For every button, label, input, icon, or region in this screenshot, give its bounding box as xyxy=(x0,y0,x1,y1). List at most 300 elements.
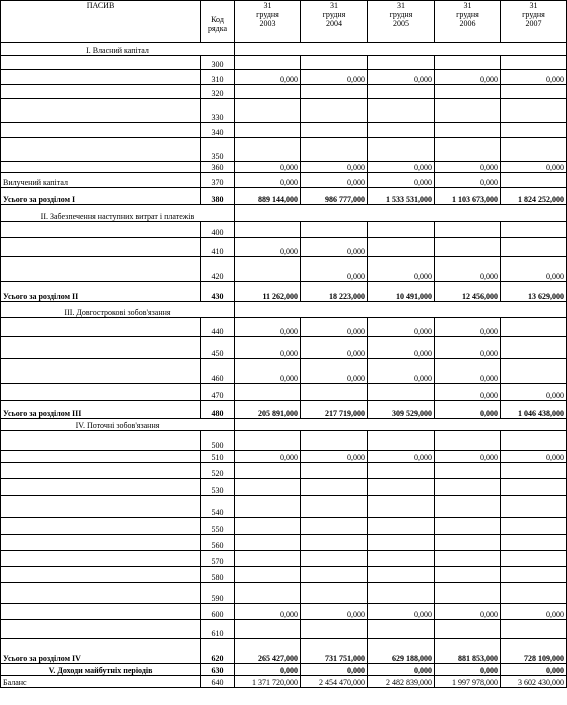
value-cell: 0,000 xyxy=(368,337,435,359)
value-cell: 0,000 xyxy=(235,238,301,257)
row-code: 640 xyxy=(201,676,235,688)
value-cell: 0,000 xyxy=(435,318,501,337)
header-date-day: 31 xyxy=(529,1,538,10)
value-cell xyxy=(435,85,501,99)
header-date-year: 2007 xyxy=(525,19,542,28)
value-cell xyxy=(235,384,301,401)
value-cell: 0,000 xyxy=(501,664,567,676)
table-row xyxy=(1,518,567,535)
section-title: ІІІ. Довгострокові зобов'язання xyxy=(1,302,235,318)
value-cell: 0,000 xyxy=(435,401,501,419)
value-cell: 1 371 720,000 xyxy=(235,676,301,688)
row-label xyxy=(1,85,201,99)
value-cell xyxy=(435,567,501,583)
value-cell xyxy=(301,123,368,138)
row-label xyxy=(1,535,201,551)
header-row xyxy=(1,1,567,43)
value-cell: 881 853,000 xyxy=(435,639,501,664)
value-cell: 12 456,000 xyxy=(435,282,501,302)
row-code: 370 xyxy=(201,173,235,188)
row-label: Вилучений капітал xyxy=(1,173,201,188)
value-cell: 0,000 xyxy=(235,173,301,188)
value-cell: 0,000 xyxy=(368,257,435,282)
table-row xyxy=(1,431,567,451)
value-cell xyxy=(235,99,301,123)
row-label xyxy=(1,479,201,496)
value-cell: 731 751,000 xyxy=(301,639,368,664)
section-title: IV. Поточні зобов'язання xyxy=(1,419,235,431)
value-cell xyxy=(435,583,501,604)
section-1-blank xyxy=(235,43,567,56)
value-cell xyxy=(435,620,501,639)
header-date-year: 2005 xyxy=(393,19,409,28)
section-blank xyxy=(235,205,567,222)
header-date-2005 xyxy=(368,1,435,43)
value-cell xyxy=(301,496,368,518)
row-label: V. Доходи майбутніх періодів xyxy=(1,664,201,676)
value-cell xyxy=(301,583,368,604)
row-code: 530 xyxy=(201,479,235,496)
value-cell: 0,000 xyxy=(368,664,435,676)
value-cell xyxy=(368,123,435,138)
value-cell xyxy=(435,518,501,535)
value-cell xyxy=(235,567,301,583)
value-cell xyxy=(368,138,435,162)
value-cell: 1 533 531,000 xyxy=(368,188,435,205)
row-code: 570 xyxy=(201,551,235,567)
value-cell: 0,000 xyxy=(301,451,368,463)
table-row xyxy=(1,99,567,123)
header-date-year: 2003 xyxy=(259,19,276,28)
value-cell xyxy=(501,56,567,70)
value-cell xyxy=(301,85,368,99)
value-cell xyxy=(235,463,301,479)
value-cell xyxy=(235,479,301,496)
value-cell: 1 046 438,000 xyxy=(501,401,567,419)
row-label: Усього за розділом ІІІ xyxy=(1,401,201,419)
value-cell xyxy=(435,56,501,70)
row-code: 310 xyxy=(201,70,235,85)
value-cell: 1 103 673,000 xyxy=(435,188,501,205)
row-code: 600 xyxy=(201,604,235,620)
row-code: 300 xyxy=(201,56,235,70)
header-date-day: 31 xyxy=(397,1,405,10)
value-cell xyxy=(501,138,567,162)
value-cell xyxy=(501,535,567,551)
row-label xyxy=(1,463,201,479)
value-cell: 0,000 xyxy=(501,384,567,401)
value-cell xyxy=(301,431,368,451)
value-cell xyxy=(435,99,501,123)
table-row xyxy=(1,238,567,257)
value-cell xyxy=(368,384,435,401)
table-row xyxy=(1,676,567,688)
value-cell: 217 719,000 xyxy=(301,401,368,419)
header-date-day: 31 xyxy=(463,1,472,10)
header-code-line-1: Код xyxy=(211,15,224,24)
row-code: 400 xyxy=(201,222,235,238)
value-cell xyxy=(235,431,301,451)
row-code: 460 xyxy=(201,359,235,384)
value-cell xyxy=(501,238,567,257)
row-label xyxy=(1,318,201,337)
value-cell: 2 482 839,000 xyxy=(368,676,435,688)
value-cell: 0,000 xyxy=(435,162,501,173)
row-label xyxy=(1,337,201,359)
value-cell: 0,000 xyxy=(235,604,301,620)
table-row xyxy=(1,162,567,173)
value-cell: 0,000 xyxy=(301,664,368,676)
value-cell: 0,000 xyxy=(368,162,435,173)
row-label xyxy=(1,518,201,535)
table-row xyxy=(1,567,567,583)
row-code: 510 xyxy=(201,451,235,463)
value-cell xyxy=(501,431,567,451)
row-label xyxy=(1,257,201,282)
row-code: 330 xyxy=(201,99,235,123)
value-cell: 0,000 xyxy=(301,70,368,85)
header-date-year: 2004 xyxy=(326,19,342,28)
row-code: 470 xyxy=(201,384,235,401)
header-date-day: 31 xyxy=(330,1,338,10)
value-cell xyxy=(301,620,368,639)
row-label: Усього за розділом IV xyxy=(1,639,201,664)
row-label xyxy=(1,620,201,639)
value-cell xyxy=(368,238,435,257)
header-date-2006 xyxy=(435,1,501,43)
value-cell xyxy=(435,238,501,257)
section-blank xyxy=(235,302,567,318)
value-cell xyxy=(235,583,301,604)
table-row xyxy=(1,173,567,188)
value-cell xyxy=(501,496,567,518)
row-code: 610 xyxy=(201,620,235,639)
value-cell xyxy=(501,85,567,99)
value-cell xyxy=(501,222,567,238)
value-cell: 0,000 xyxy=(435,257,501,282)
value-cell xyxy=(368,518,435,535)
header-date-month: грудня xyxy=(456,10,479,19)
value-cell: 0,000 xyxy=(301,238,368,257)
section-title: ІІ. Забезпечення наступних витрат і платежів xyxy=(1,205,235,222)
value-cell xyxy=(435,479,501,496)
value-cell: 0,000 xyxy=(235,70,301,85)
value-cell xyxy=(301,463,368,479)
value-cell: 0,000 xyxy=(301,604,368,620)
value-cell xyxy=(301,56,368,70)
value-cell xyxy=(235,222,301,238)
value-cell xyxy=(301,535,368,551)
value-cell xyxy=(501,583,567,604)
header-date-2007 xyxy=(501,1,567,43)
value-cell: 11 262,000 xyxy=(235,282,301,302)
section-blank xyxy=(235,419,567,431)
header-date-2003 xyxy=(235,1,301,43)
row-code: 380 xyxy=(201,188,235,205)
value-cell: 889 144,000 xyxy=(235,188,301,205)
value-cell: 0,000 xyxy=(235,162,301,173)
value-cell: 0,000 xyxy=(435,337,501,359)
total-row xyxy=(1,664,567,676)
value-cell: 0,000 xyxy=(435,359,501,384)
value-cell: 265 427,000 xyxy=(235,639,301,664)
section-row xyxy=(1,419,567,431)
row-code: 590 xyxy=(201,583,235,604)
value-cell xyxy=(235,551,301,567)
row-code: 410 xyxy=(201,238,235,257)
value-cell: 0,000 xyxy=(301,337,368,359)
value-cell: 728 109,000 xyxy=(501,639,567,664)
value-cell: 0,000 xyxy=(435,604,501,620)
value-cell xyxy=(501,463,567,479)
value-cell xyxy=(501,518,567,535)
table-row xyxy=(1,463,567,479)
value-cell xyxy=(301,567,368,583)
table-row xyxy=(1,535,567,551)
value-cell xyxy=(235,257,301,282)
value-cell xyxy=(235,620,301,639)
header-code-line-2: рядка xyxy=(207,24,228,33)
value-cell: 0,000 xyxy=(235,664,301,676)
value-cell: 0,000 xyxy=(368,173,435,188)
row-label xyxy=(1,604,201,620)
value-cell xyxy=(368,551,435,567)
row-label xyxy=(1,567,201,583)
value-cell xyxy=(301,384,368,401)
value-cell xyxy=(368,535,435,551)
row-code: 630 xyxy=(201,664,235,676)
table-row xyxy=(1,359,567,384)
value-cell: 0,000 xyxy=(235,359,301,384)
value-cell: 0,000 xyxy=(501,604,567,620)
value-cell xyxy=(235,123,301,138)
value-cell: 1 997 978,000 xyxy=(435,676,501,688)
value-cell xyxy=(368,567,435,583)
row-label xyxy=(1,138,201,162)
value-cell xyxy=(301,99,368,123)
value-cell xyxy=(301,551,368,567)
table-row xyxy=(1,56,567,70)
value-cell xyxy=(501,337,567,359)
value-cell: 1 824 252,000 xyxy=(501,188,567,205)
row-label xyxy=(1,359,201,384)
value-cell: 0,000 xyxy=(235,451,301,463)
table-row xyxy=(1,496,567,518)
value-cell xyxy=(501,99,567,123)
row-code: 580 xyxy=(201,567,235,583)
value-cell: 205 891,000 xyxy=(235,401,301,419)
row-label xyxy=(1,431,201,451)
value-cell: 0,000 xyxy=(235,318,301,337)
row-code: 320 xyxy=(201,85,235,99)
value-cell: 13 629,000 xyxy=(501,282,567,302)
row-code: 550 xyxy=(201,518,235,535)
table-row xyxy=(1,222,567,238)
header-title: ПАСИВ xyxy=(1,1,201,43)
row-code: 440 xyxy=(201,318,235,337)
value-cell xyxy=(435,123,501,138)
row-code: 450 xyxy=(201,337,235,359)
total-row xyxy=(1,188,567,205)
table-row xyxy=(1,85,567,99)
row-code: 500 xyxy=(201,431,235,451)
row-label xyxy=(1,56,201,70)
value-cell: 0,000 xyxy=(435,451,501,463)
row-label xyxy=(1,384,201,401)
row-code: 540 xyxy=(201,496,235,518)
value-cell xyxy=(235,518,301,535)
value-cell: 309 529,000 xyxy=(368,401,435,419)
value-cell xyxy=(435,431,501,451)
value-cell xyxy=(368,583,435,604)
row-code: 340 xyxy=(201,123,235,138)
row-label xyxy=(1,551,201,567)
row-label xyxy=(1,123,201,138)
value-cell: 0,000 xyxy=(435,173,501,188)
value-cell xyxy=(501,567,567,583)
value-cell: 0,000 xyxy=(301,257,368,282)
row-label: Усього за розділом ІІ xyxy=(1,282,201,302)
row-code: 480 xyxy=(201,401,235,419)
value-cell: 0,000 xyxy=(501,162,567,173)
value-cell xyxy=(501,123,567,138)
header-date-month: грудня xyxy=(256,10,279,19)
value-cell xyxy=(301,138,368,162)
table-row xyxy=(1,337,567,359)
row-label xyxy=(1,162,201,173)
value-cell xyxy=(501,551,567,567)
value-cell xyxy=(435,463,501,479)
value-cell: 0,000 xyxy=(368,604,435,620)
value-cell xyxy=(301,222,368,238)
value-cell: 0,000 xyxy=(501,257,567,282)
row-label xyxy=(1,238,201,257)
row-label xyxy=(1,496,201,518)
value-cell xyxy=(235,496,301,518)
value-cell xyxy=(501,173,567,188)
row-code: 620 xyxy=(201,639,235,664)
table-row xyxy=(1,620,567,639)
header-date-year: 2006 xyxy=(459,19,476,28)
value-cell xyxy=(368,56,435,70)
value-cell: 0,000 xyxy=(435,664,501,676)
value-cell xyxy=(301,479,368,496)
total-row xyxy=(1,282,567,302)
table-row xyxy=(1,318,567,337)
value-cell xyxy=(435,535,501,551)
value-cell: 0,000 xyxy=(368,359,435,384)
header-date-month: грудня xyxy=(522,10,545,19)
value-cell: 0,000 xyxy=(301,162,368,173)
value-cell xyxy=(501,359,567,384)
value-cell xyxy=(435,222,501,238)
row-code: 360 xyxy=(201,162,235,173)
value-cell xyxy=(368,496,435,518)
value-cell xyxy=(435,138,501,162)
row-label xyxy=(1,70,201,85)
value-cell xyxy=(301,518,368,535)
value-cell xyxy=(235,138,301,162)
value-cell: 629 188,000 xyxy=(368,639,435,664)
value-cell: 0,000 xyxy=(368,318,435,337)
value-cell: 986 777,000 xyxy=(301,188,368,205)
section-row xyxy=(1,302,567,318)
row-label: Баланс xyxy=(1,676,201,688)
value-cell: 18 223,000 xyxy=(301,282,368,302)
value-cell xyxy=(435,496,501,518)
value-cell xyxy=(368,463,435,479)
table-row xyxy=(1,138,567,162)
table-row xyxy=(1,583,567,604)
value-cell: 0,000 xyxy=(435,70,501,85)
value-cell xyxy=(501,479,567,496)
header-date-2004 xyxy=(301,1,368,43)
header-code-cell xyxy=(201,1,235,43)
total-row xyxy=(1,639,567,664)
value-cell: 0,000 xyxy=(235,337,301,359)
value-cell: 0,000 xyxy=(501,451,567,463)
value-cell xyxy=(501,620,567,639)
value-cell: 0,000 xyxy=(368,451,435,463)
table-row xyxy=(1,123,567,138)
header-date-day: 31 xyxy=(263,1,272,10)
value-cell xyxy=(368,99,435,123)
table-row xyxy=(1,257,567,282)
value-cell xyxy=(368,85,435,99)
section-1-row xyxy=(1,43,567,56)
row-code: 350 xyxy=(201,138,235,162)
row-code: 420 xyxy=(201,257,235,282)
table-row xyxy=(1,384,567,401)
value-cell: 0,000 xyxy=(435,384,501,401)
value-cell: 2 454 470,000 xyxy=(301,676,368,688)
value-cell: 0,000 xyxy=(501,70,567,85)
value-cell xyxy=(368,431,435,451)
total-row xyxy=(1,401,567,419)
value-cell: 0,000 xyxy=(301,318,368,337)
value-cell xyxy=(235,85,301,99)
value-cell: 0,000 xyxy=(368,70,435,85)
row-label xyxy=(1,583,201,604)
value-cell: 0,000 xyxy=(301,359,368,384)
row-label xyxy=(1,222,201,238)
value-cell xyxy=(368,479,435,496)
header-date-month: грудня xyxy=(389,10,413,19)
table-row xyxy=(1,604,567,620)
table-row xyxy=(1,451,567,463)
value-cell: 3 602 430,000 xyxy=(501,676,567,688)
row-code: 520 xyxy=(201,463,235,479)
header-date-month: грудня xyxy=(322,10,346,19)
value-cell xyxy=(368,222,435,238)
table-row xyxy=(1,70,567,85)
row-label xyxy=(1,99,201,123)
row-label: Усього за розділом І xyxy=(1,188,201,205)
value-cell xyxy=(368,620,435,639)
value-cell xyxy=(235,535,301,551)
row-code: 430 xyxy=(201,282,235,302)
section-1-title: І. Власний капітал xyxy=(1,43,235,56)
row-label xyxy=(1,451,201,463)
value-cell xyxy=(235,56,301,70)
table-row xyxy=(1,479,567,496)
value-cell xyxy=(501,318,567,337)
row-code: 560 xyxy=(201,535,235,551)
value-cell: 0,000 xyxy=(301,173,368,188)
table-row xyxy=(1,551,567,567)
value-cell xyxy=(435,551,501,567)
section-row xyxy=(1,205,567,222)
